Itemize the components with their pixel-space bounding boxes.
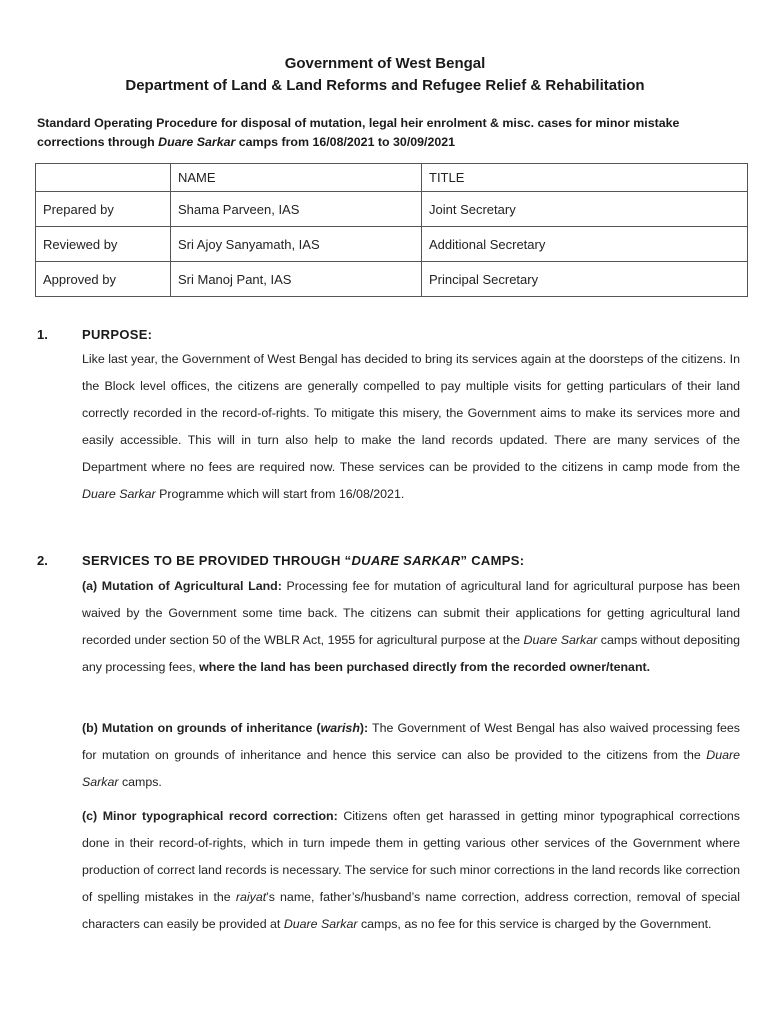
table-row [36, 192, 748, 227]
service-b-heading-b: ): [359, 721, 369, 735]
sop-title [37, 114, 742, 152]
table-cell-name: Sri Ajoy Sanyamath, IAS [171, 227, 422, 262]
approval-table [35, 163, 748, 297]
service-a-bold-end: where the land has been purchased directly from the recorded owner/tenant. [199, 660, 651, 674]
table-cell-role: Reviewed by [36, 227, 171, 262]
sop-title-part2: camps from 16/08/2021 to 30/09/2021 [235, 135, 456, 149]
purpose-paragraph [82, 346, 740, 508]
service-a-duare: Duare Sarkar [523, 633, 598, 647]
purpose-text-a: Like last year, the Government of West Bengal has decided to bring its services again at the doorsteps of the citizens. In the Block level offices, the citizens are generally compelled to pay multiple visits for getting particulars of their land correctly recorded in the record-of-rights. To mitigate this misery, the Government aims to make its services more and easily accessible. This will in turn also help to make the land records updated. There are many services of the Department where no fees are required now. These services can be provided to the citizens in camp mode from the [82, 352, 740, 474]
table-row [36, 227, 748, 262]
section-number: 2. [37, 553, 48, 568]
table-header-name: NAME [171, 164, 422, 192]
table-cell-title: Joint Secretary [422, 192, 748, 227]
service-a-text1: Processing fee for mutation of agricultural land for agricultural purpose has been waived by the Government some time back. The citizens can submit their applications for getting agricultural land recorded under section 50 of the WBLR Act, 1955 for agricultural purpose at the [82, 579, 740, 647]
service-c-raiyat: raiyat [235, 890, 267, 904]
service-b-heading [82, 721, 368, 735]
service-b-duare: Duare Sarkar [82, 748, 740, 789]
service-c-text3: camps, as no fee for this service is charged by the Government. [357, 917, 712, 931]
section-title [82, 553, 524, 568]
table-cell-title: Additional Secretary [422, 227, 748, 262]
service-b-heading-em: warish [320, 721, 360, 735]
table-cell-name: Shama Parveen, IAS [171, 192, 422, 227]
table-row [36, 262, 748, 297]
table-cell-name: Sri Manoj Pant, IAS [171, 262, 422, 297]
header-department: Department of Land & Land Reforms and Refugee Relief & Rehabilitation [125, 77, 645, 94]
service-a-paragraph [82, 573, 740, 681]
section-title-em: DUARE SARKAR [351, 553, 461, 568]
table-header-cell [36, 164, 171, 192]
service-c-heading: (c) Minor typographical record correction: [82, 809, 338, 823]
section-title-a: SERVICES TO BE PROVIDED THROUGH “ [82, 553, 352, 568]
table-cell-role: Prepared by [36, 192, 171, 227]
purpose-duare: Duare Sarkar [82, 487, 156, 501]
section-number: 1. [37, 327, 48, 342]
table-cell-role: Approved by [36, 262, 171, 297]
service-b-text2: camps. [118, 775, 162, 789]
service-a-text2: camps without depositing any processing fees, [82, 633, 741, 674]
service-b-heading-a: (b) Mutation on grounds of inheritance ( [82, 721, 321, 735]
header-government: Government of West Bengal [284, 55, 486, 72]
table-cell-title: Principal Secretary [422, 262, 748, 297]
sop-title-part1: Standard Operating Procedure for disposal of mutation, legal heir enrolment & misc. cases for minor mistake corrections through [37, 116, 680, 149]
service-b-paragraph [82, 715, 740, 796]
service-c-paragraph [82, 803, 740, 938]
service-b-text1: The Government of West Bengal has also waived processing fees for mutation on grounds of inheritance and hence this service can also be provided to the citizens from the [82, 721, 740, 762]
table-header-title: TITLE [422, 164, 748, 192]
table-header-row [36, 164, 748, 192]
service-c-duare: Duare Sarkar [283, 917, 358, 931]
service-a-heading: (a) Mutation of Agricultural Land: [82, 579, 282, 593]
section-title-b: ” CAMPS: [460, 553, 525, 568]
service-c-text2: ’s name, father’s/husband’s name correction, address correction, removal of special characters can easily be provided at [82, 890, 740, 931]
sop-title-duare: Duare Sarkar [158, 135, 236, 149]
section-title: PURPOSE: [82, 327, 153, 342]
service-c-text1: Citizens often get harassed in getting minor typographical corrections done in their record-of-rights, which in turn impede them in getting various other services of the Government where production of correct land records is necessary. The service for such minor corrections in the land records like correction of spelling mistakes in the [82, 809, 740, 904]
purpose-text-b: Programme which will start from 16/08/2021. [155, 487, 405, 501]
